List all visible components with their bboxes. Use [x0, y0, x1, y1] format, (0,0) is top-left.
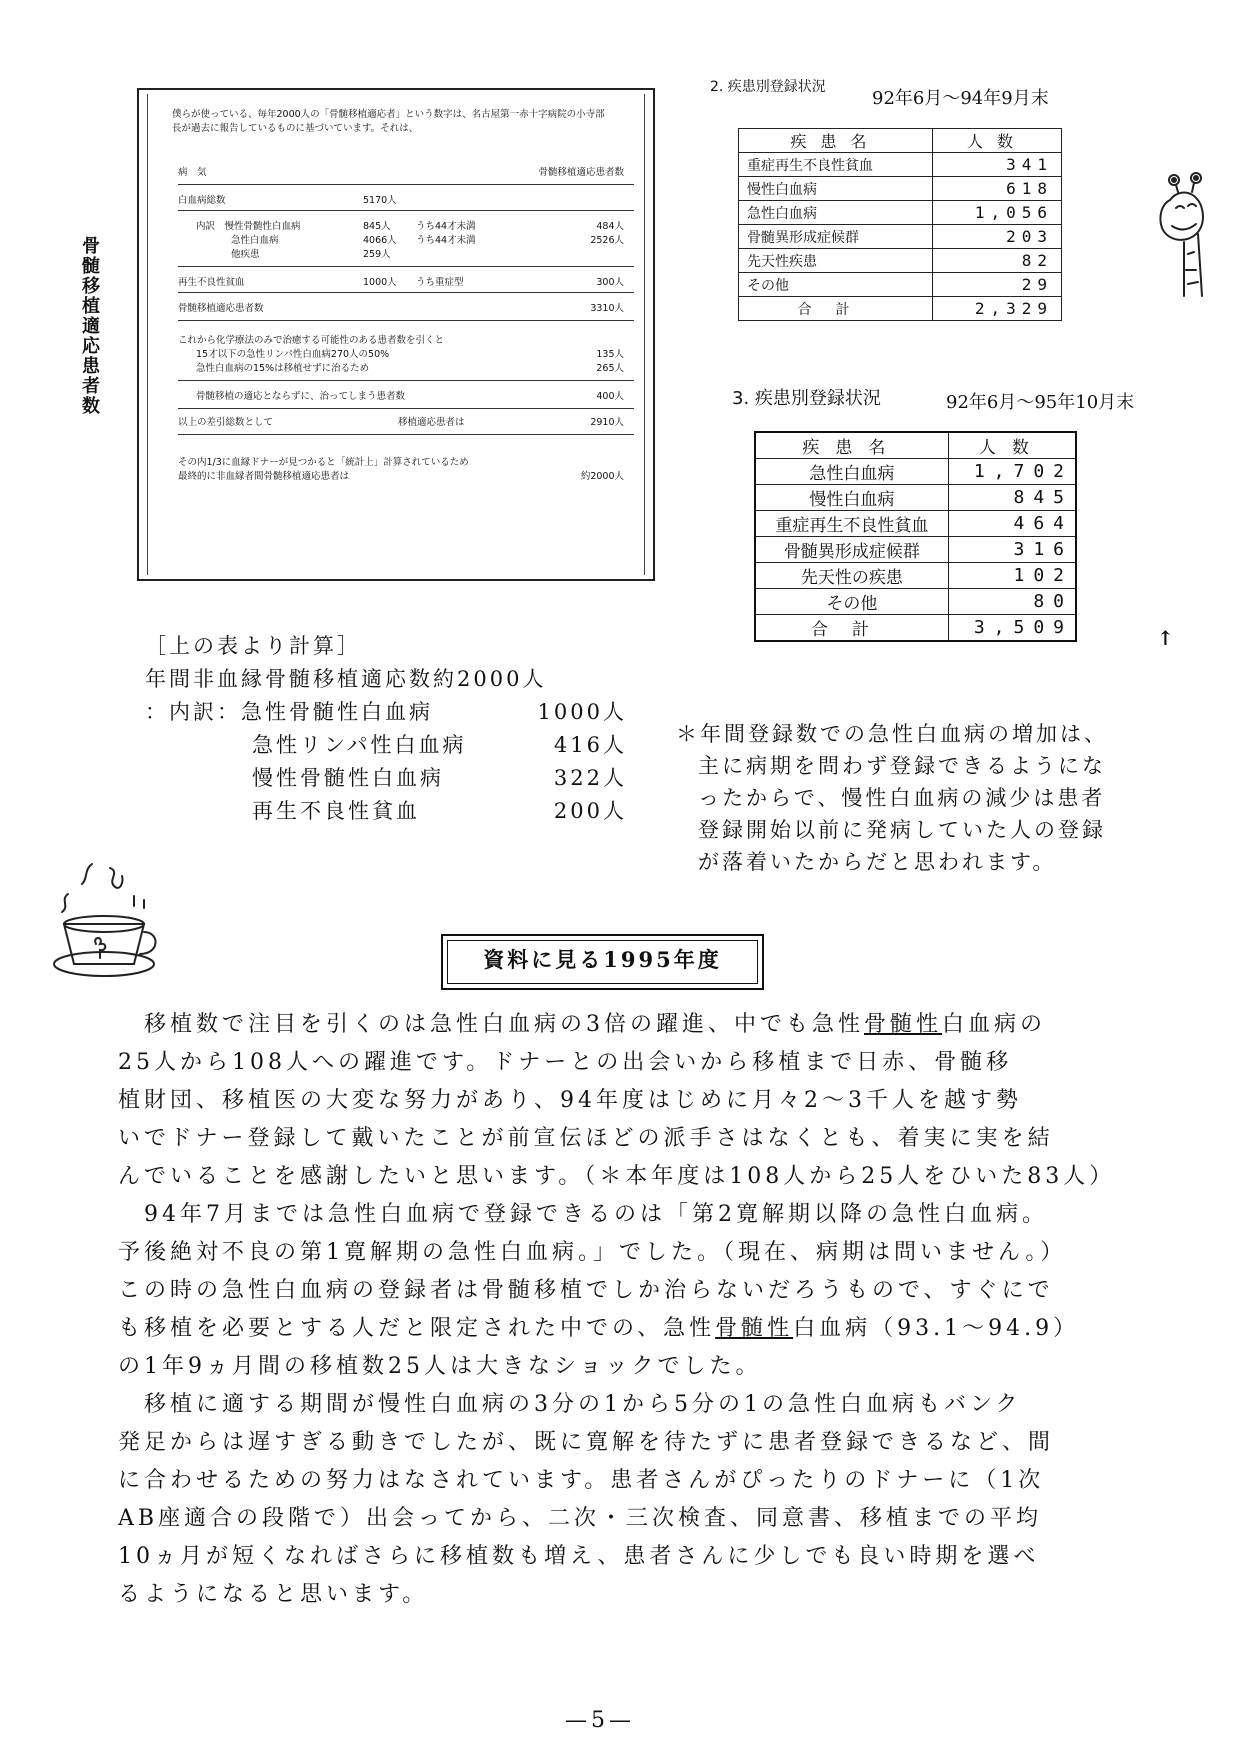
- not-suitable-label: 骨髄移植の適応とならずに、治ってしまう患者数: [196, 391, 406, 402]
- body-line: いでドナー登録して戴いたことが前宣伝ほどの派手さはなくとも、着実に実を結: [118, 1126, 1054, 1151]
- final-row: [178, 470, 634, 486]
- body-line: 発足からは遅すぎる動きでしたが、既に寛解を待たずに患者登録できるなど、間: [118, 1430, 1055, 1455]
- clipping-header-row: [178, 166, 634, 182]
- table-row: [755, 537, 1076, 563]
- bmt-suitable-label: 骨髄移植適応患者数: [178, 303, 264, 314]
- body-line: 10ヵ月が短くなればさらに移植数も増え、患者さんに少しでも良い時期を選べ: [118, 1544, 1040, 1569]
- breakdown-value: 259人: [363, 249, 391, 260]
- table-row: [755, 459, 1076, 485]
- header-count: 骨髄移植適応患者数: [538, 167, 624, 178]
- breakdown-value: 845人: [363, 221, 391, 232]
- chemo-text: 急性白血病の15%は移植せずに治るため: [196, 363, 370, 374]
- disease-name: 先天性の疾患: [755, 563, 948, 589]
- final-value: 約2000人: [580, 471, 624, 482]
- header-disease: 病 気: [178, 167, 207, 178]
- disease-name: 骨髄異形成症候群: [755, 537, 948, 563]
- calculation-block: [145, 630, 627, 828]
- total-label: 合計: [739, 297, 933, 321]
- table-row: [755, 485, 1076, 511]
- not-suitable-row: [178, 390, 634, 406]
- patient-count: 82: [932, 249, 1061, 273]
- disease-name: 骨髄異形成症候群: [739, 225, 933, 249]
- chemo-value: 265人: [596, 363, 624, 374]
- difference-label: 以上の差引総数として: [178, 417, 274, 428]
- body-line: AB座適合の段階で）出会ってから、二次・三次検査、同意書、移植までの平均: [118, 1506, 1043, 1531]
- calc-item-value: 416人: [553, 733, 627, 757]
- patient-count: 845: [948, 485, 1076, 511]
- body-line: [118, 1310, 1118, 1348]
- table-row: [755, 589, 1076, 615]
- patient-count: 1,702: [948, 459, 1076, 485]
- clipping-content: [147, 94, 645, 575]
- aplastic-note-value: 300人: [596, 277, 624, 288]
- header-count: 人数: [932, 129, 1061, 153]
- total-value: 2,329: [932, 297, 1061, 321]
- side-vertical-label: 骨髄移植適応患者数: [79, 236, 100, 416]
- breakdown-note: うち44才未満: [416, 221, 476, 232]
- disease-name: 先天性疾患: [739, 249, 933, 273]
- final-text: その内1/3に血縁ドナーが見つかると「統計上」計算されているため: [178, 457, 469, 468]
- page-number: —5—: [565, 1708, 635, 1733]
- divider: [178, 184, 634, 185]
- note-line: 登録開始以前に発病していた人の登録: [698, 818, 1106, 842]
- table-total-row: [739, 297, 1062, 321]
- paragraph-3: [118, 1386, 1118, 1614]
- body-line: るようになると思います。: [118, 1582, 429, 1607]
- body-line: 94年7月までは急性白血病で登録できるのは「第2寛解期以降の急性白血病。: [144, 1202, 1048, 1227]
- leukemia-total-value: 5170人: [363, 195, 397, 206]
- patient-count: 29: [932, 273, 1061, 297]
- text-run: 移植数で注目を引くのは急性白血病の3倍の躍進、中でも急性: [144, 1012, 864, 1037]
- table-row: [739, 201, 1062, 225]
- table2: [738, 128, 1062, 321]
- patient-count: 618: [932, 177, 1061, 201]
- final-text: 最終的に非血縁者間骨髄移植適応患者は: [178, 471, 350, 482]
- paragraph-2: [118, 1196, 1118, 1386]
- calc-item-value: 322人: [553, 766, 627, 790]
- patient-count: 203: [932, 225, 1061, 249]
- disease-name: 重症再生不良性貧血: [739, 153, 933, 177]
- table-row: [755, 563, 1076, 589]
- note-line: ったからで、慢性白血病の減少は患者: [698, 786, 1106, 810]
- note-block: [676, 718, 1176, 878]
- body-line: んでいることを感謝したいと思います。（＊本年度は108人から25人をひいた83人）: [118, 1164, 1116, 1189]
- aplastic-label: 再生不良性貧血: [178, 277, 245, 288]
- disease-name: 急性白血病: [739, 201, 933, 225]
- patient-count: 341: [932, 153, 1061, 177]
- calc-item-label: 急性リンパ性白血病: [252, 733, 467, 757]
- note-line: が落着いたからだと思われます。: [698, 850, 1057, 874]
- body-line: 植財団、移植医の大変な努力があり、94年度はじめに月々2〜3千人を越す勢: [118, 1088, 1022, 1113]
- difference-row: [178, 416, 634, 432]
- scanned-clipping: [137, 88, 655, 581]
- disease-name: その他: [755, 589, 948, 615]
- body-line: [118, 1006, 1118, 1044]
- divider: [178, 292, 634, 293]
- patient-count: 464: [948, 511, 1076, 537]
- leukemia-total-label: 白血病総数: [178, 195, 226, 206]
- calc-item: [145, 795, 627, 828]
- patient-count: 80: [948, 589, 1076, 615]
- total-label: 合計: [755, 615, 948, 642]
- table2-period: 92年6月〜94年9月末: [872, 88, 1049, 109]
- aplastic-note: うち重症型: [416, 277, 464, 288]
- disease-name: 重症再生不良性貧血: [755, 511, 948, 537]
- breakdown-note: うち44才未満: [416, 235, 476, 246]
- disease-name: 慢性白血病: [739, 177, 933, 201]
- section-heading: 資料に見る1995年度: [441, 934, 764, 990]
- header-disease: 疾患名: [739, 129, 933, 153]
- calc-item: [145, 729, 627, 762]
- text-run: 白血病の: [942, 1012, 1047, 1037]
- total-value: 3,509: [948, 615, 1076, 642]
- calc-item: [145, 762, 627, 795]
- table2-title: 2. 疾患別登録状況: [710, 79, 826, 95]
- divider: [178, 320, 634, 321]
- table3: [754, 431, 1077, 642]
- body-line: 25人から108人への躍進です。ドナーとの出会いから移植まで日赤、骨髄移: [118, 1050, 1013, 1075]
- table-row: [739, 273, 1062, 297]
- body-line: 予後絶対不良の第1寛解期の急性白血病。」でした。（現在、病期は問いません。）: [118, 1240, 1067, 1265]
- table-header-row: [739, 129, 1062, 153]
- calc-annual: 年間非血縁骨髄移植適応数約2000人: [145, 667, 547, 691]
- table-row: [739, 177, 1062, 201]
- note-line: 主に病期を問わず登録できるようにな: [698, 754, 1106, 778]
- aplastic-row: [178, 276, 634, 292]
- patient-count: 316: [948, 537, 1076, 563]
- calc-item-value: 1000人: [537, 700, 627, 724]
- text-run: も移植を必要とする人だと限定された中での、急性: [118, 1316, 716, 1341]
- calc-item-label: 慢性骨髄性白血病: [252, 766, 444, 790]
- table3-period: 92年6月〜95年10月末: [946, 392, 1135, 413]
- body-line: この時の急性白血病の登録者は骨髄移植でしか治らないだろうもので、すぐにで: [118, 1278, 1054, 1303]
- underlined-text: 骨髄性: [715, 1316, 794, 1341]
- body-line: の1年9ヵ月間の移植数25人は大きなショックでした。: [118, 1354, 762, 1379]
- calc-item-label: 再生不良性貧血: [252, 799, 420, 823]
- breakdown-label: 内訳 慢性骨髄性白血病: [196, 221, 301, 232]
- breakdown-note-value: 2526人: [590, 235, 624, 246]
- calc-item: [145, 696, 627, 729]
- table-header-row: [755, 432, 1076, 459]
- calc-heading: ［上の表より計算］: [145, 634, 361, 658]
- divider: [178, 434, 634, 435]
- body-line: 移植に適する期間が慢性白血病の3分の1から5分の1の急性白血病もバンク: [144, 1392, 1022, 1417]
- breakdown-label: 急性白血病: [231, 235, 279, 246]
- bmt-suitable-value: 3310人: [590, 303, 624, 314]
- difference-note: 移植適応患者は: [398, 417, 465, 428]
- patient-count: 1,056: [932, 201, 1061, 225]
- table-total-row: [755, 615, 1076, 642]
- breakdown-label: 他疾患: [231, 249, 260, 260]
- disease-name: その他: [739, 273, 933, 297]
- header-disease: 疾患名: [755, 432, 948, 459]
- breakdown-value: 4066人: [363, 235, 397, 246]
- disease-name: 急性白血病: [755, 459, 948, 485]
- body-line: に合わせるための努力はなされています。患者さんがぴったりのドナーに（1次: [118, 1468, 1045, 1493]
- paragraph-1: [118, 1006, 1118, 1196]
- table3-title: 3. 疾患別登録状況: [732, 388, 881, 409]
- chemo-text: 15才以下の急性リンパ性白血病270人の50%: [196, 349, 390, 360]
- not-suitable-value: 400人: [596, 391, 624, 402]
- divider: [178, 210, 634, 211]
- leukemia-total-row: [178, 194, 634, 210]
- giraffe-doodle-icon: [1150, 170, 1230, 300]
- divider: [178, 408, 634, 409]
- chemo-row: [178, 362, 634, 378]
- underlined-text: 骨髄性: [864, 1012, 943, 1037]
- disease-name: 慢性白血病: [755, 485, 948, 511]
- breakdown-row: [178, 248, 634, 264]
- chemo-value: 135人: [596, 349, 624, 360]
- bmt-suitable-row: [178, 302, 634, 318]
- header-count: 人数: [948, 432, 1076, 459]
- table-row: [739, 153, 1062, 177]
- note-line: ＊年間登録数での急性白血病の増加は、: [676, 722, 1108, 746]
- text-run: 白血病（93.1〜94.9）: [793, 1316, 1080, 1341]
- up-arrow-icon: ↑: [1157, 626, 1174, 650]
- divider: [178, 266, 634, 267]
- calc-item-label: ：内訳：急性骨髄性白血病: [145, 700, 433, 724]
- aplastic-value: 1000人: [363, 277, 397, 288]
- difference-value: 2910人: [590, 417, 624, 428]
- table-row: [739, 249, 1062, 273]
- clipping-intro: 僕らが使っている、毎年2000人の「骨髄移植適応者」という数字は、名古屋第一赤十字病院の小寺部長が過去に報告しているものに基づいています。それは、: [172, 109, 605, 134]
- calc-item-value: 200人: [553, 799, 627, 823]
- coffee-cup-doodle-icon: [48, 860, 168, 980]
- table-row: [739, 225, 1062, 249]
- patient-count: 102: [948, 563, 1076, 589]
- breakdown-note-value: 484人: [596, 221, 624, 232]
- chemo-text: これから化学療法のみで治癒する可能性のある患者数を引くと: [178, 335, 445, 346]
- table-row: [755, 511, 1076, 537]
- divider: [178, 380, 634, 381]
